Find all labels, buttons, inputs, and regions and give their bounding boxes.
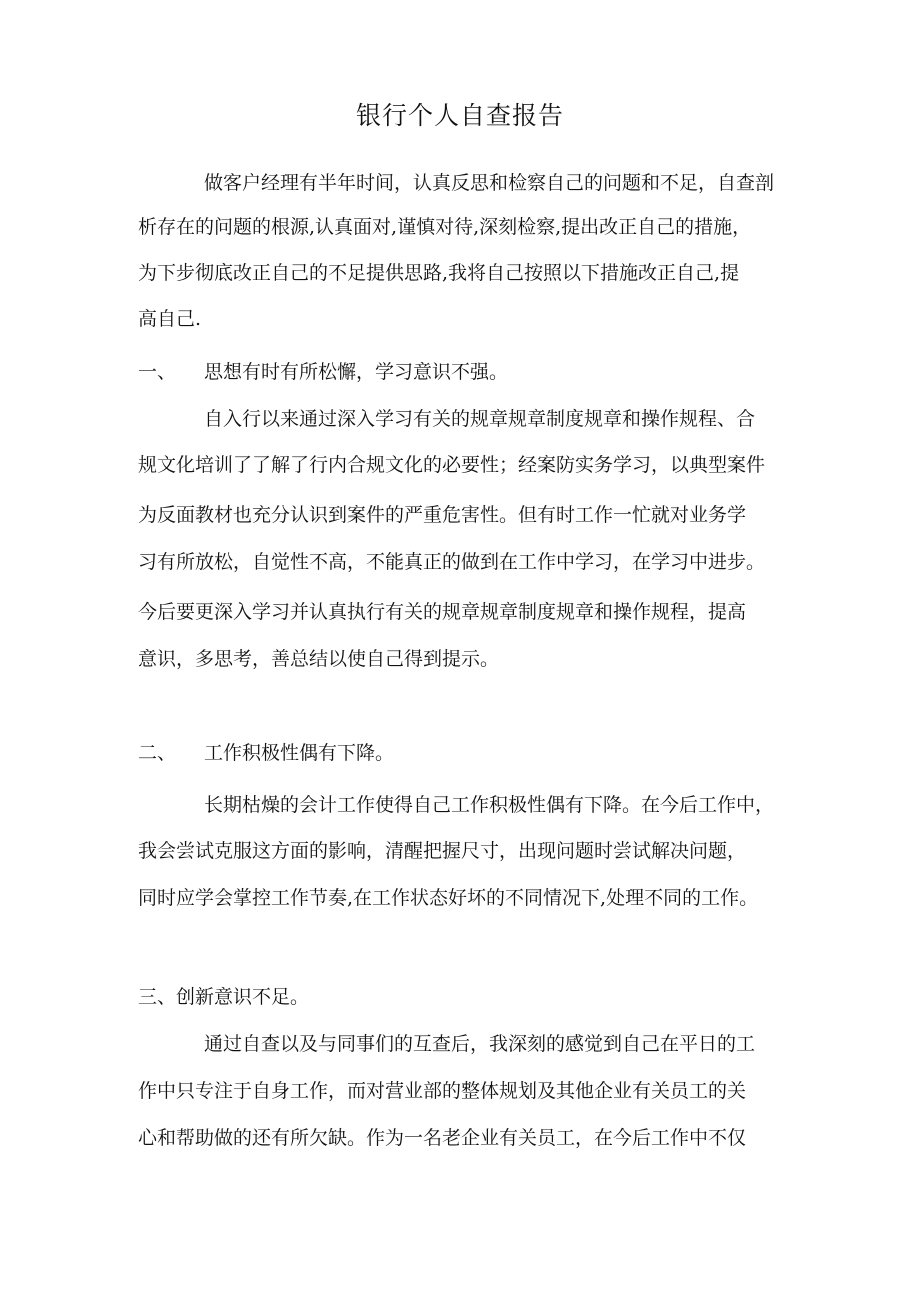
intro-line: 为下步彻底改正自己的不足提供思路,我将自己按照以下措施改正自己,提 bbox=[138, 262, 740, 284]
section1-line: 今后要更深入学习并认真执行有关的规章规章制度规章和操作规程，提高 bbox=[138, 601, 747, 623]
section3-line: 通过自查以及与同事们的互查后，我深刻的感觉到自己在平日的工 bbox=[204, 1033, 756, 1055]
section3-line: 心和帮助做的还有所欠缺。作为一名老企业有关员工，在今后工作中不仅 bbox=[138, 1127, 747, 1149]
section1-heading: 思想有时有所松懈，学习意识不强。 bbox=[204, 361, 509, 383]
section2-number: 二、 bbox=[138, 742, 177, 764]
section1-line: 意识，多思考，善总结以使自己得到提示。 bbox=[138, 648, 500, 670]
section3-heading: 三、创新意识不足。 bbox=[138, 986, 310, 1008]
intro-line: 做客户经理有半年时间，认真反思和检察自己的问题和不足，自查剖 bbox=[204, 172, 775, 194]
document-title: 银行个人自查报告 bbox=[355, 101, 564, 130]
intro-line: 析存在的问题的根源,认真面对,谨慎对待,深刻检察,提出改正自己的措施， bbox=[138, 216, 752, 238]
section2-line: 同时应学会掌控工作节奏,在工作状态好坏的不同情况下,处理不同的工作。 bbox=[138, 887, 759, 909]
section2-heading: 工作积极性偶有下降。 bbox=[204, 742, 395, 764]
section1-line: 为反面教材也充分认识到案件的严重危害性。但有时工作一忙就对业务学 bbox=[138, 504, 747, 526]
section3-line: 作中只专注于自身工作，而对营业部的整体规划及其他企业有关员工的关 bbox=[138, 1080, 747, 1102]
section1-number: 一、 bbox=[138, 361, 177, 383]
section2-line: 长期枯燥的会计工作使得自己工作积极性偶有下降。在今后工作中， bbox=[204, 794, 775, 816]
section2-line: 我会尝试克服这方面的影响，清醒把握尺寸，出现问题时尝试解决问题， bbox=[138, 840, 747, 862]
section1-line: 习有所放松，自觉性不高，不能真正的做到在工作中学习，在学习中进步。 bbox=[138, 551, 766, 573]
section1-line: 自入行以来通过深入学习有关的规章规章制度规章和操作规程、合 bbox=[204, 408, 756, 430]
section1-line: 规文化培训了了解了行内合规文化的必要性；经案防实务学习，以典型案件 bbox=[138, 454, 766, 476]
intro-line: 高自己. bbox=[138, 308, 202, 330]
